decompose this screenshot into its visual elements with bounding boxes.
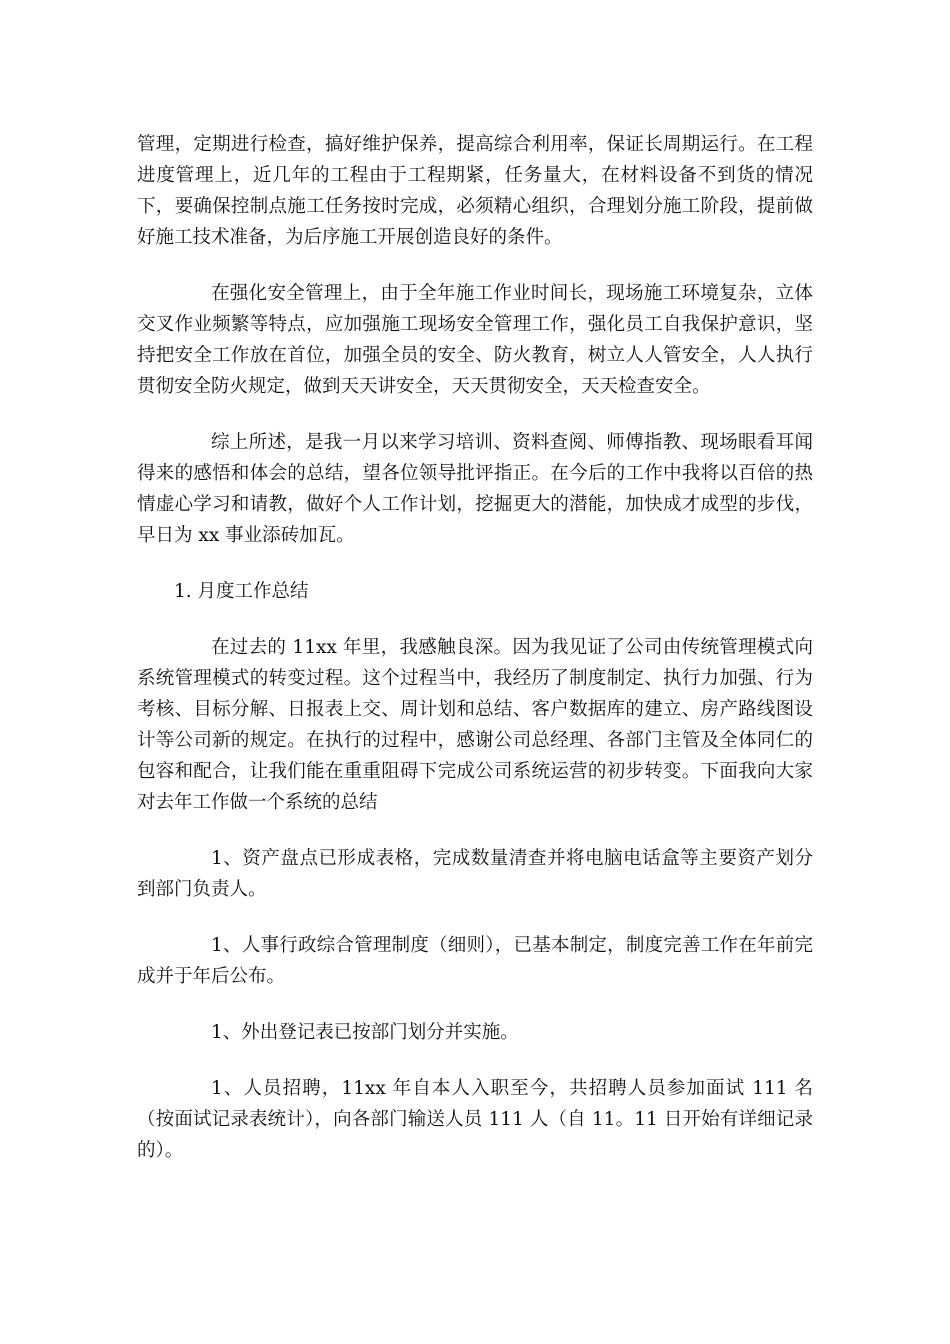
document-page	[137, 129, 813, 1166]
paragraph-safety-management: 在强化安全管理上，由于全年施工作业时间长，现场施工环境复杂，立体交叉作业频繁等特点，应加强施工现场安全管理工作，强化员工自我保护意识，坚持把安全工作放在首位，加强全员的安全、防火教育，树立人人管安全，人人执行贯彻安全防火规定，做到天天讲安全，天天贯彻安全，天天检查安全。	[137, 283, 813, 397]
paragraph-admin-rules: 1、人事行政综合管理制度（细则），已基本制定，制度完善工作在年前完成并于年后公布。	[137, 935, 813, 987]
paragraph-year-review: 在过去的 11xx 年里，我感触良深。因为我见证了公司由传统管理模式向系统管理模式的转变过程。这个过程当中，我经历了制度制定、执行力加强、行为考核、目标分解、日报表上交、周计划和总结、客户数据库的建立、房产路线图设计等公司新的规定。在执行的过程中，感谢公司总经理、各部门主管及全体同仁的包容和配合，让我们能在重重阻碍下完成公司系统运营的初步转变。下面我向大家对去年工作做一个系统的总结	[137, 637, 813, 813]
paragraph-summary: 综上所述，是我一月以来学习培训、资料查阅、师傅指教、现场眼看耳闻得来的感悟和体会的总结，望各位领导批评指正。在今后的工作中我将以百倍的热情虚心学习和请教，做好个人工作计划，挖掘更大的潜能，加快成才成型的步伐，早日为 xx 事业添砖加瓦。	[137, 432, 813, 546]
paragraph-asset-inventory: 1、资产盘点已形成表格，完成数量清查并将电脑电话盒等主要资产划分到部门负责人。	[137, 848, 813, 900]
paragraph-project-management: 管理，定期进行检查，搞好维护保养，提高综合利用率，保证长周期运行。在工程进度管理上，近几年的工程由于工程期紧，任务量大，在材料设备不到货的情况下，要确保控制点施工任务按时完成，必须精心组织，合理划分施工阶段，提前做好施工技术准备，为后序施工开展创造良好的条件。	[137, 134, 813, 248]
paragraph-outing-register: 1、外出登记表已按部门划分并实施。	[211, 1022, 519, 1043]
paragraph-recruitment: 1、人员招聘，11xx 年自本人入职至今，共招聘人员参加面试 111 名（按面试记录表统计），向各部门输送人员 111 人（自 11。11 日开始有详细记录的）。	[137, 1078, 813, 1161]
section-heading: 1. 月度工作总结	[174, 581, 309, 602]
